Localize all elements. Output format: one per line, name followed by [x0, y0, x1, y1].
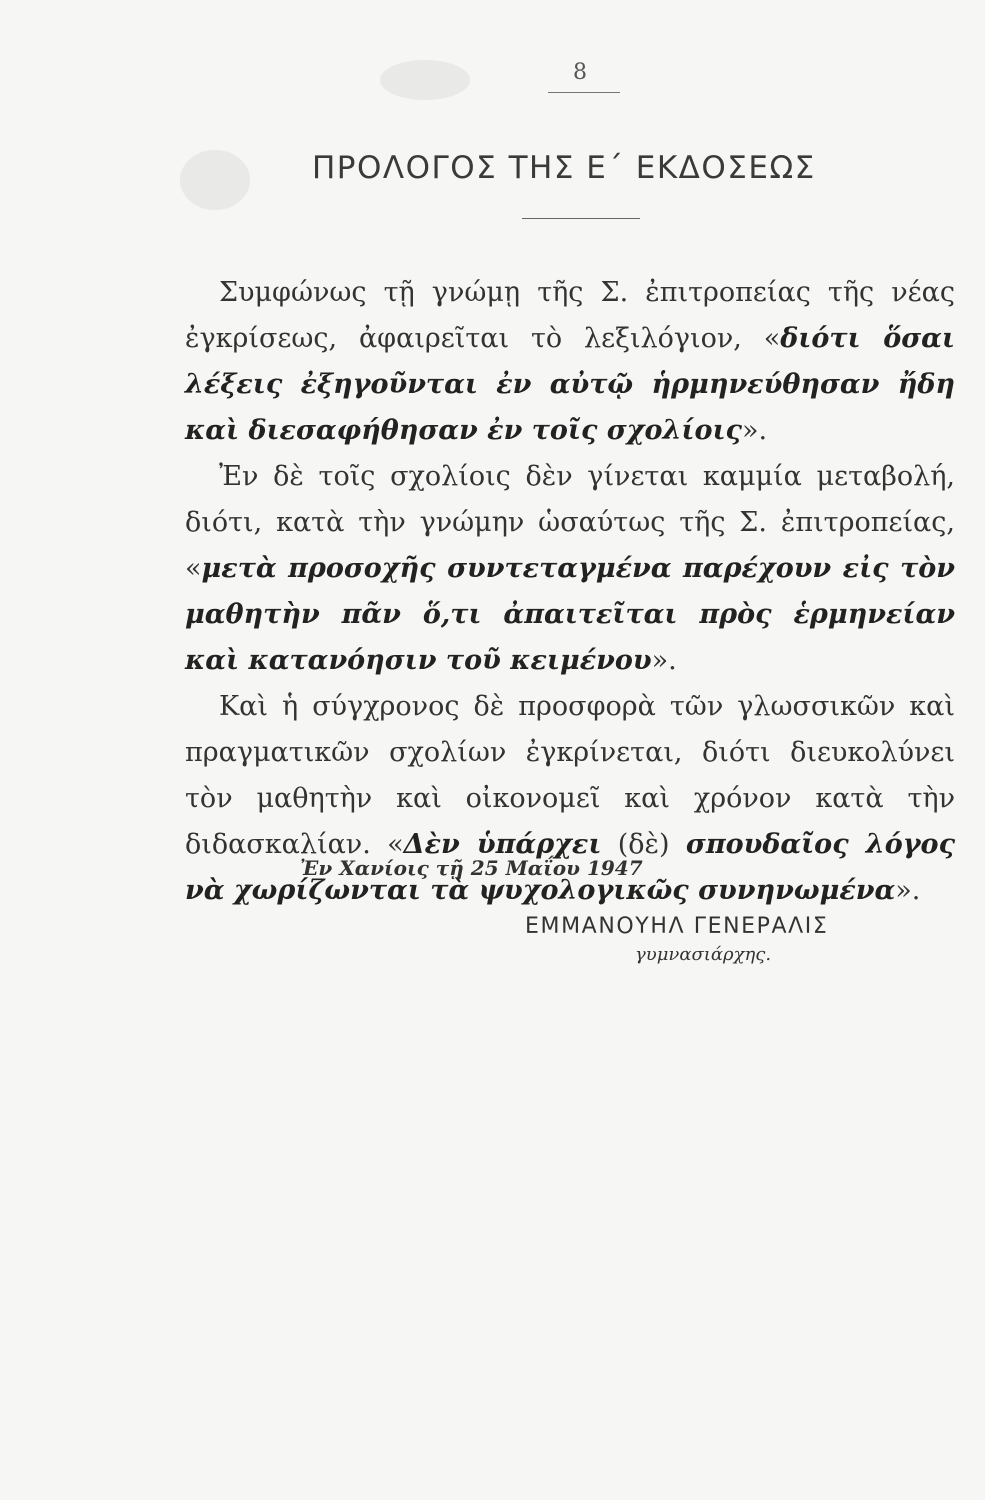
quoted-text: μετὰ προσοχῆς συντεταγμένα παρέχουν εἰς τὸν μαθητὴν πᾶν ὅ,τι ἀπαιτεῖται πρὸς ἑρμηνείαν καὶ κατανόησιν τοῦ κειμένου [185, 553, 955, 676]
page-number: 8 [573, 60, 587, 85]
text-run: Ἐν δὲ τοῖς σχολίοις δὲν γίνεται καμμία μεταβολή, διότι, κατὰ τὴν γνώμην ὡσαύτως τῆς Σ. ἐπιτροπείας, « [185, 461, 955, 584]
text-run: ». [651, 645, 677, 676]
paragraph [185, 270, 955, 454]
text-run: ». [895, 875, 921, 906]
page-number-rule [548, 92, 620, 93]
quoted-text: σπουδαῖος λόγος νὰ χωρίζωνται τὰ ψυχολογικῶς συνηνωμένα [185, 829, 956, 906]
text-run: (δὲ) [601, 829, 686, 860]
quoted-text: Δὲν ὑπάρχει [403, 829, 602, 860]
title-rule [522, 218, 640, 219]
text-run: ». [741, 415, 768, 446]
paper-smudge [180, 150, 250, 210]
quoted-text: διότι ὅσαι λέξεις ἐξηγοῦνται ἐν αὐτῷ ἡρμηνεύθησαν ἤδη καὶ διεσαφήθησαν ἐν τοῖς σχολίοις [185, 323, 956, 446]
text-run: Καὶ ἡ σύγχρονος δὲ προσφορὰ τῶν γλωσσικῶν καὶ πραγματικῶν σχολίων ἐγκρίνεται, διότι διευκολύνει τὸν μαθητὴν καὶ οἰκονομεῖ καὶ χρόνον κατὰ τὴν διδασκαλίαν. « [185, 691, 955, 860]
preface-body [185, 270, 955, 914]
signature-name: ΕΜΜΑΝΟΥΗΛ ΓΕΝΕΡΑΛΙΣ [525, 914, 829, 939]
paragraph [185, 454, 955, 684]
date-line: Ἐν Χανίοις τῇ 25 Μαΐου 1947 [300, 856, 643, 880]
page-title: ΠΡΟΛΟΓΟΣ ΤΗΣ Ε΄ ΕΚΔΟΣΕΩΣ [312, 150, 816, 186]
signature-title: γυμνασιάρχης. [635, 944, 772, 965]
paper-smudge [380, 60, 470, 100]
text-run: Συμφώνως τῇ γνώμῃ τῆς Σ. ἐπιτροπείας τῆς νέας ἐγκρίσεως, ἀφαιρεῖται τὸ λεξιλόγιον, « [185, 277, 955, 354]
